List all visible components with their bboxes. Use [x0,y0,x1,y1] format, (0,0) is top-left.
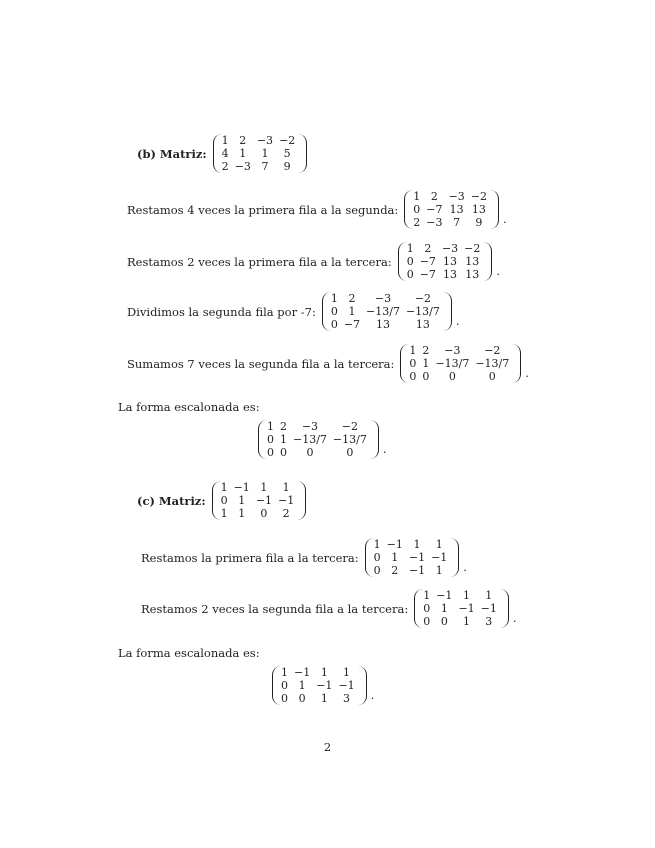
matrix-cell: 0 [330,318,338,331]
matrix-cell: 0 [406,255,414,268]
matrix-cell: −3 [444,344,461,357]
matrix-cell: 0 [280,446,287,459]
left-paren [322,292,331,331]
matrix-cell: −1 [233,481,250,494]
matrix-row [281,692,358,705]
right-paren [490,190,499,229]
period: . [512,611,517,625]
matrix-cell: −7 [419,255,436,268]
matrix-cell: 0 [413,203,421,216]
matrix-cell: 1 [298,679,306,692]
matrix-cell: 13 [465,255,480,268]
matrix-row [407,242,484,255]
matrix-cell: 3 [343,692,351,705]
period: . [502,212,507,226]
left-paren [400,344,409,383]
matrix-cell: −2 [464,242,481,255]
matrix-cell: 1 [281,666,288,679]
right-paren [512,344,521,383]
left-paren [258,420,267,459]
matrix-cell: −7 [343,318,361,331]
left-paren [414,589,423,628]
matrix-cell: 1 [220,481,228,494]
matrix-row [423,615,500,628]
matrix-cell: −3 [426,216,443,229]
left-paren [212,481,221,520]
matrix-grid [267,420,370,459]
matrix-cell: −1 [431,551,448,564]
matrix-cell: 0 [488,370,496,383]
matrix-cell: 13 [376,318,390,331]
step-matrix [400,344,521,383]
matrix-cell: 7 [453,216,461,229]
matrix-cell: 1 [413,190,421,203]
matrix-row [374,564,451,577]
matrix-grid [281,666,358,705]
matrix-cell: 1 [463,615,471,628]
matrix-cell: −2 [414,292,432,305]
matrix-cell: −3 [301,420,319,433]
part-b-step-2 [127,242,500,281]
matrix-row [409,357,512,370]
matrix-cell: −1 [436,589,453,602]
matrix-row [221,507,298,520]
right-paren [483,242,492,281]
period: . [455,314,460,328]
part-c-heading: (c) Matriz: [137,493,206,508]
matrix-row [331,318,443,331]
matrix-cell: 13 [471,203,486,216]
period: . [525,366,529,380]
matrix-row [267,446,370,459]
step-matrix [414,589,509,628]
step-text: Restamos 2 veces la primera fila a la tercera: [127,254,392,269]
matrix-cell: −1 [458,602,475,615]
matrix-cell: 0 [281,692,288,705]
matrix-row [331,292,443,305]
matrix-row [374,551,451,564]
matrix-cell: 1 [343,666,351,679]
result-matrix [258,420,379,459]
matrix-cell: 2 [239,134,247,147]
matrix-grid [423,589,500,628]
right-paren [443,292,452,331]
matrix-cell: 0 [260,507,268,520]
matrix-cell: 9 [283,160,291,173]
matrix-cell: −3 [441,242,459,255]
matrix-cell: −3 [448,190,465,203]
matrix-cell: 1 [406,242,414,255]
matrix-cell: 0 [423,602,431,615]
matrix-grid [409,344,512,383]
matrix-row [413,216,490,229]
matrix-row [221,481,298,494]
matrix-cell: 0 [373,551,381,564]
matrix-cell: 0 [373,564,381,577]
right-paren [370,420,379,459]
right-paren [297,481,306,520]
matrix-row [409,344,512,357]
part-b-step-4 [127,344,529,383]
matrix-cell: 1 [391,551,399,564]
matrix-cell: 1 [238,494,246,507]
matrix-cell: 2 [424,242,432,255]
left-paren [398,242,407,281]
matrix-cell: 7 [261,160,269,173]
matrix-row [423,602,500,615]
matrix-cell: 0 [330,305,338,318]
matrix-cell: 0 [267,433,274,446]
matrix-cell: 13 [443,268,458,281]
left-paren [213,134,222,173]
matrix-cell: 2 [280,420,287,433]
matrix-cell: −3 [374,292,392,305]
matrix-cell: 0 [281,679,288,692]
matrix-cell: 0 [298,692,306,705]
matrix-cell: 1 [320,666,328,679]
period: . [382,442,387,456]
matrix-grid [407,242,484,281]
matrix-cell: −1 [386,538,403,551]
part-c-step-2 [141,589,517,628]
part-b-result [258,420,387,459]
part-b-heading-line [137,134,307,173]
matrix-cell: 0 [220,494,228,507]
part-c-result [272,666,374,705]
matrix-cell: 1 [238,507,246,520]
matrix-grid [374,538,451,577]
matrix-cell: 0 [267,446,274,459]
matrix-cell: 1 [239,147,247,160]
period: . [463,560,467,574]
matrix-cell: 1 [435,564,443,577]
matrix-cell: 0 [422,370,430,383]
matrix-row [409,370,512,383]
matrix-cell: 5 [283,147,291,160]
right-paren [358,666,367,705]
matrix-cell: −13/7 [366,305,400,318]
step-text: Restamos 4 veces la primera fila a la segunda: [127,202,399,217]
matrix-cell: 0 [306,446,314,459]
matrix-row [222,147,299,160]
matrix-row [423,589,500,602]
result-label: La forma escalonada es: [118,400,260,414]
part-b-matrix [213,134,308,173]
matrix-row [267,420,370,433]
matrix-cell: 0 [440,615,448,628]
matrix-cell: 0 [423,615,431,628]
matrix-cell: 1 [422,357,430,370]
matrix-row [281,679,358,692]
matrix-cell: −13/7 [475,357,510,370]
matrix-cell: 2 [282,507,290,520]
matrix-cell: 2 [348,292,356,305]
part-b-step-1 [127,190,507,229]
matrix-cell: −1 [338,679,355,692]
matrix-cell: 0 [448,370,456,383]
matrix-cell: 4 [221,147,229,160]
matrix-cell: 13 [449,203,464,216]
matrix-cell: 1 [220,507,228,520]
matrix-cell: 1 [485,589,493,602]
period: . [496,264,501,278]
matrix-cell: 1 [463,589,471,602]
matrix-cell: 1 [409,344,417,357]
matrix-cell: 13 [465,268,480,281]
matrix-cell: −1 [408,551,426,564]
matrix-cell: 2 [221,160,229,173]
matrix-cell: −3 [234,160,251,173]
matrix-cell: 1 [440,602,448,615]
part-b-step-3 [127,292,460,331]
matrix-cell: 1 [267,420,274,433]
step-matrix [365,538,460,577]
matrix-row [281,666,358,679]
matrix-cell: −1 [255,494,273,507]
matrix-row [374,538,451,551]
matrix-cell: 1 [261,147,269,160]
matrix-cell: −1 [480,602,497,615]
matrix-cell: −13/7 [332,433,367,446]
matrix-cell: 1 [373,538,381,551]
matrix-cell: −2 [470,190,487,203]
part-b-result-label [118,400,260,414]
part-c-matrix [212,481,307,520]
matrix-cell: −13/7 [405,305,440,318]
matrix-cell: 9 [475,216,483,229]
matrix-cell: 2 [413,216,421,229]
matrix-cell: −7 [419,268,436,281]
matrix-row [221,494,298,507]
part-c-result-label [118,646,260,660]
matrix-cell: 1 [282,481,290,494]
matrix-cell: 3 [485,615,493,628]
matrix-cell: −2 [279,134,296,147]
left-paren [365,538,374,577]
matrix-cell: −3 [256,134,274,147]
matrix-cell: 1 [435,538,443,551]
right-paren [298,134,307,173]
step-text: Sumamos 7 veces la segunda fila a la tercera: [127,356,395,371]
matrix-cell: 0 [409,357,417,370]
left-paren [272,666,281,705]
matrix-cell: 1 [330,292,338,305]
matrix-cell: −7 [426,203,443,216]
matrix-cell: −1 [316,679,333,692]
step-matrix [322,292,452,331]
matrix-cell: 2 [430,190,438,203]
result-matrix [272,666,367,705]
matrix-row [331,305,443,318]
matrix-cell: −1 [294,666,311,679]
matrix-cell: 1 [413,538,421,551]
part-c-heading-line [137,481,306,520]
step-matrix [404,190,499,229]
matrix-grid [222,134,299,173]
matrix-cell: 0 [406,268,414,281]
right-paren [500,589,509,628]
matrix-cell: −13/7 [293,433,327,446]
matrix-cell: −1 [408,564,426,577]
matrix-cell: 1 [348,305,356,318]
matrix-cell: 1 [260,481,268,494]
matrix-grid [221,481,298,520]
matrix-cell: 13 [415,318,430,331]
matrix-cell: −13/7 [435,357,470,370]
left-paren [404,190,413,229]
matrix-cell: 1 [320,692,328,705]
matrix-cell: −1 [278,494,295,507]
matrix-cell: 2 [391,564,399,577]
matrix-cell: 1 [423,589,431,602]
matrix-row [222,134,299,147]
page-number: 2 [323,740,332,754]
matrix-grid [413,190,490,229]
matrix-cell: −2 [484,344,501,357]
step-text: Dividimos la segunda fila por -7: [127,304,316,319]
matrix-cell: 1 [280,433,287,446]
period: . [370,688,375,702]
matrix-row [413,203,490,216]
matrix-cell: −2 [341,420,358,433]
step-text: Restamos 2 veces la segunda fila a la tercera: [141,601,409,616]
matrix-cell: 2 [422,344,430,357]
matrix-cell: 0 [346,446,354,459]
matrix-row [222,160,299,173]
matrix-grid [331,292,443,331]
matrix-row [407,268,484,281]
matrix-row [413,190,490,203]
step-text: Restamos la primera fila a la tercera: [141,550,359,565]
result-label: La forma escalonada es: [118,646,260,660]
matrix-row [267,433,370,446]
matrix-row [407,255,484,268]
step-matrix [398,242,493,281]
part-c-step-1 [141,538,467,577]
part-b-heading: (b) Matriz: [137,146,207,161]
matrix-cell: 13 [443,255,458,268]
matrix-cell: 1 [221,134,229,147]
right-paren [450,538,459,577]
matrix-cell: 0 [409,370,417,383]
